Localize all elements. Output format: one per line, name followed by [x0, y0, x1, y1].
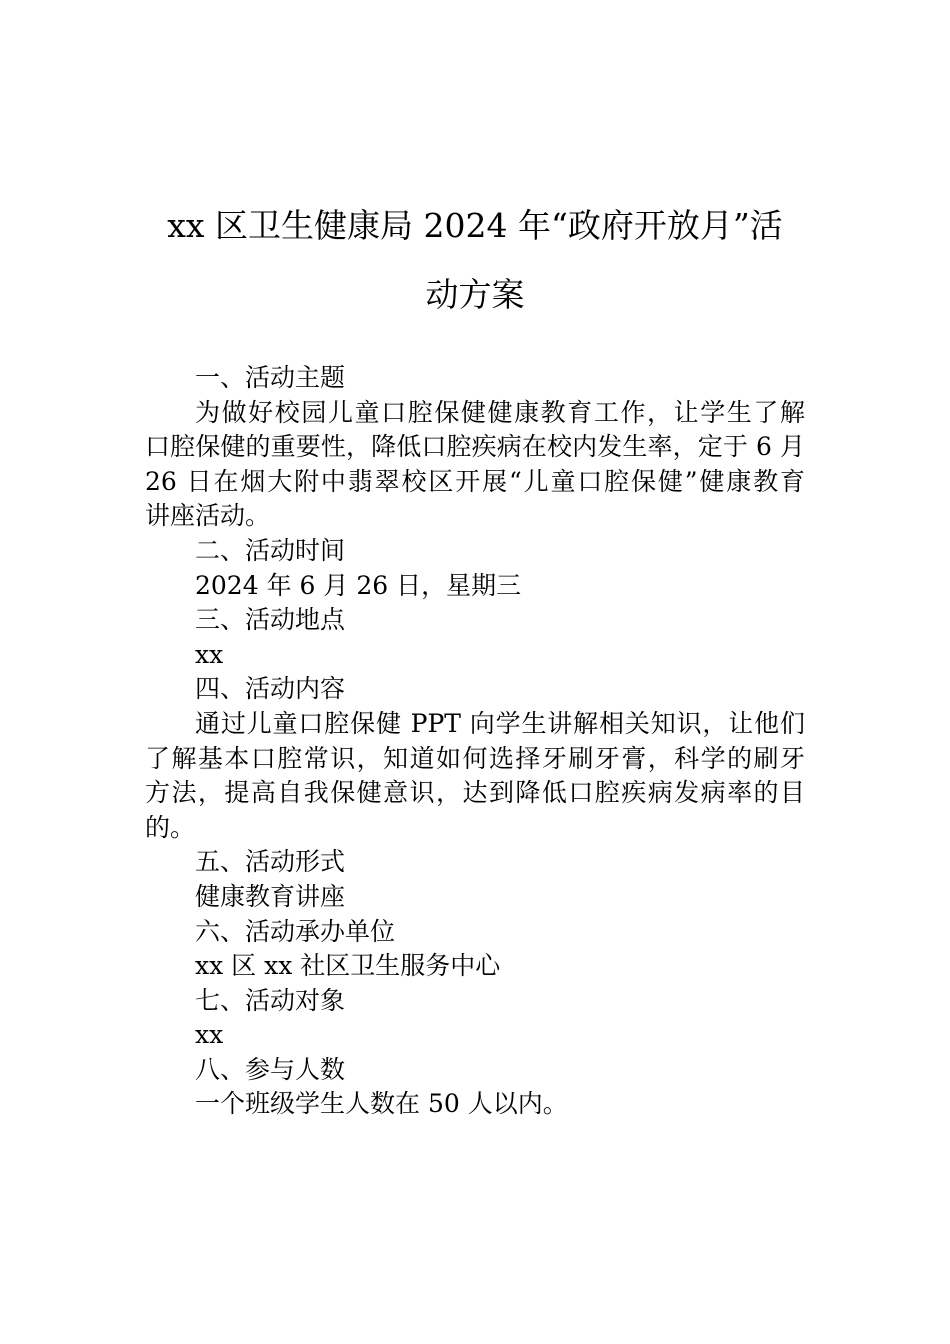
paragraph-line: 方法，提高自我保健意识，达到降低口腔疾病发病率的目	[145, 778, 805, 808]
activity-time-value: 2024 年 6 月 26 日，星期三	[195, 570, 522, 600]
paragraph-line: 了解基本口腔常识，知道如何选择牙刷牙膏，科学的刷牙	[145, 743, 805, 773]
document-title-line-2: 动方案	[425, 275, 525, 314]
section-heading-audience: 七、活动对象	[195, 985, 346, 1015]
section-heading-format: 五、活动形式	[195, 847, 346, 877]
section-heading-theme: 一、活动主题	[195, 363, 346, 392]
section-heading-content: 四、活动内容	[195, 674, 346, 704]
section-heading-organizer: 六、活动承办单位	[195, 916, 396, 946]
paragraph-line: 口腔保健的重要性，降低口腔疾病在校内发生率，定于 6 月	[145, 432, 805, 462]
activity-organizer-value: xx 区 xx 社区卫生服务中心	[195, 951, 501, 981]
section-heading-location: 三、活动地点	[195, 605, 346, 635]
paragraph-line: 26 日在烟大附中翡翠校区开展“儿童口腔保健”健康教育	[145, 466, 805, 496]
activity-format-value: 健康教育讲座	[195, 881, 346, 911]
activity-audience-value: xx	[195, 1020, 224, 1050]
section-heading-participants: 八、参与人数	[195, 1054, 346, 1084]
document-title-line-1: xx 区卫生健康局 2024 年“政府开放月”活	[167, 206, 783, 245]
participants-value: 一个班级学生人数在 50 人以内。	[195, 1089, 568, 1119]
paragraph-line: 讲座活动。	[145, 501, 271, 531]
document-body	[145, 361, 805, 1122]
paragraph-line: 通过儿童口腔保健 PPT 向学生讲解相关知识，让他们	[195, 708, 805, 738]
paragraph-line: 为做好校园儿童口腔保健健康教育工作，让学生了解	[195, 397, 805, 427]
section-heading-time: 二、活动时间	[195, 535, 346, 565]
activity-location-value: xx	[195, 639, 224, 669]
paragraph-line: 的。	[145, 812, 196, 842]
